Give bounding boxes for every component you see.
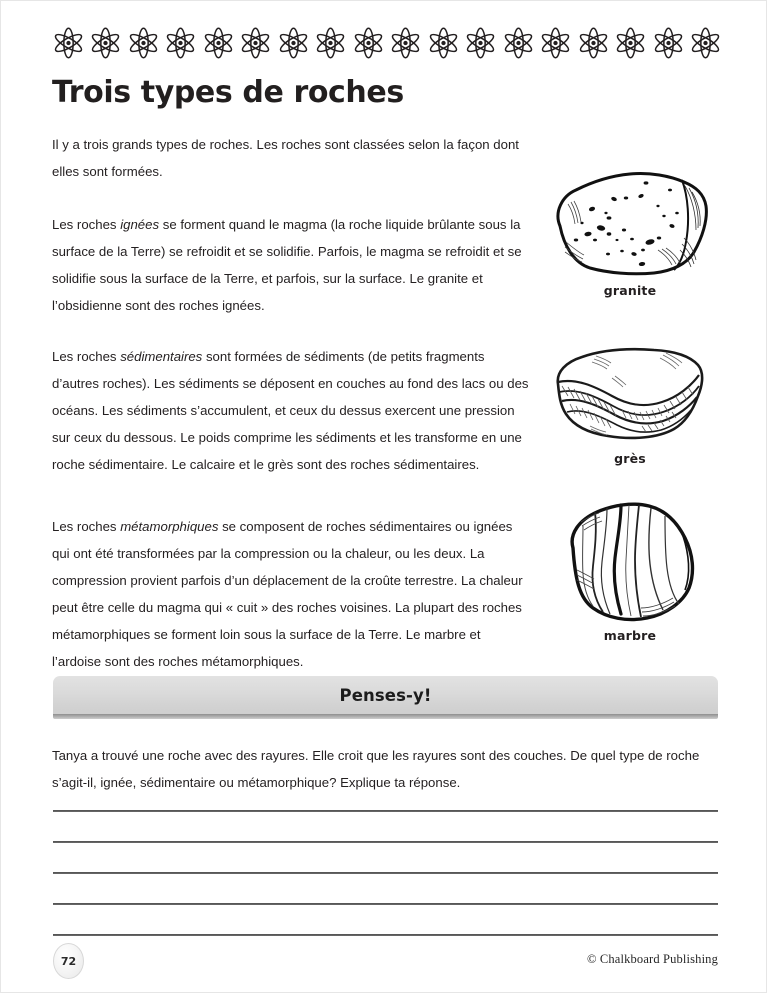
atom-icon — [53, 26, 84, 60]
atom-icon — [653, 26, 684, 60]
answer-line[interactable] — [53, 810, 718, 812]
paragraph-metamorphic-lead: Les roches — [52, 519, 121, 534]
figure-marbre — [535, 500, 725, 643]
paragraph-sedimentary-lead: Les roches — [52, 349, 121, 364]
atom-icon — [390, 26, 421, 60]
atom-icon — [690, 26, 721, 60]
atom-icon — [465, 26, 496, 60]
intro-paragraph — [52, 131, 530, 185]
answer-line[interactable] — [53, 841, 718, 843]
think-question — [52, 742, 712, 796]
paragraph-sedimentary-emphasis: sédimentaires — [120, 349, 203, 364]
paragraph-metamorphic-text — [52, 513, 530, 675]
paragraph-igneous-emphasis: ignées — [120, 217, 160, 232]
granite-rock-illustration — [546, 168, 714, 280]
atom-icon — [428, 26, 459, 60]
copyright-notice: © Chalkboard Publishing — [586, 952, 718, 966]
atom-icon — [240, 26, 271, 60]
atom-icon — [128, 26, 159, 60]
figure-gres-caption: grès — [614, 451, 646, 466]
answer-line[interactable] — [53, 903, 718, 905]
paragraph-metamorphic — [52, 513, 530, 675]
atom-icon — [203, 26, 234, 60]
paragraph-igneous — [52, 211, 530, 319]
paragraph-sedimentary — [52, 343, 530, 478]
paragraph-igneous-rest: se forment quand le magma (la roche liquide brûlante sous la surface de la Terre) se refroidit et se solidifie. Parfois, le magma se refroidit et se solidifie sous la surface de la Terre, et parfois, sur la surface. Le granite et l’obsidienne sont des roches ignées. — [52, 217, 522, 313]
page-title: Trois types de roches — [52, 75, 404, 110]
atom-icon — [578, 26, 609, 60]
paragraph-sedimentary-text — [52, 343, 530, 478]
paragraph-igneous-lead: Les roches — [52, 217, 121, 232]
think-banner-edge — [53, 714, 718, 719]
intro-text: Il y a trois grands types de roches. Les roches sont classées selon la façon dont elles sont formées. — [52, 137, 519, 179]
think-banner-label: Penses-y! — [339, 685, 432, 705]
figure-granite — [535, 168, 725, 298]
paragraph-metamorphic-rest: se composent de roches sédimentaires ou ignées qui ont été transformées par la compression ou la chaleur, ou les deux. La compression provient parfois d’un déplacement de la croûte terrestre. La chaleur peut être celle du magma qui « cuit » des roches voisines. La plupart des roches métamorphiques se forment loin sous la surface de la Terre. Le marbre et l’ardoise sont des roches métamorphiques. — [52, 519, 523, 669]
think-question-text: Tanya a trouvé une roche avec des rayures. Elle croit que les rayures sont des couches. De quel type de roche s’agit-il, ignée, sédimentaire ou métamorphique? Explique ta réponse. — [52, 748, 700, 790]
atom-icon — [503, 26, 534, 60]
atom-icon — [90, 26, 121, 60]
marble-rock-illustration — [555, 500, 705, 625]
figure-marbre-caption: marbre — [603, 628, 657, 643]
paragraph-metamorphic-emphasis: métamorphiques — [120, 519, 219, 534]
paragraph-sedimentary-rest: sont formées de sédiments (de petits fragments d’autres roches). Les sédiments se déposent en couches au fond des lacs ou des océans. Les sédiments s’accumulent, et ceux du dessus exercent une pression sur ceux du dessous. Le poids comprime les sédiments et les transforme en une roche sédimentaire. Le calcaire et le grès sont des roches sédimentaires. — [52, 349, 529, 472]
atom-icon — [315, 26, 346, 60]
atom-icon — [615, 26, 646, 60]
think-banner — [53, 676, 718, 714]
paragraph-igneous-text — [52, 211, 530, 319]
figure-gres — [535, 338, 725, 466]
page-number: 72 — [60, 954, 77, 968]
atom-icon — [353, 26, 384, 60]
page-number-badge — [53, 943, 84, 979]
sandstone-rock-illustration — [546, 338, 714, 448]
atom-border-strip — [53, 20, 721, 66]
atom-icon — [165, 26, 196, 60]
atom-icon — [540, 26, 571, 60]
atom-icon — [278, 26, 309, 60]
answer-line[interactable] — [53, 872, 718, 874]
figure-granite-caption: granite — [603, 283, 657, 298]
answer-line[interactable] — [53, 934, 718, 936]
